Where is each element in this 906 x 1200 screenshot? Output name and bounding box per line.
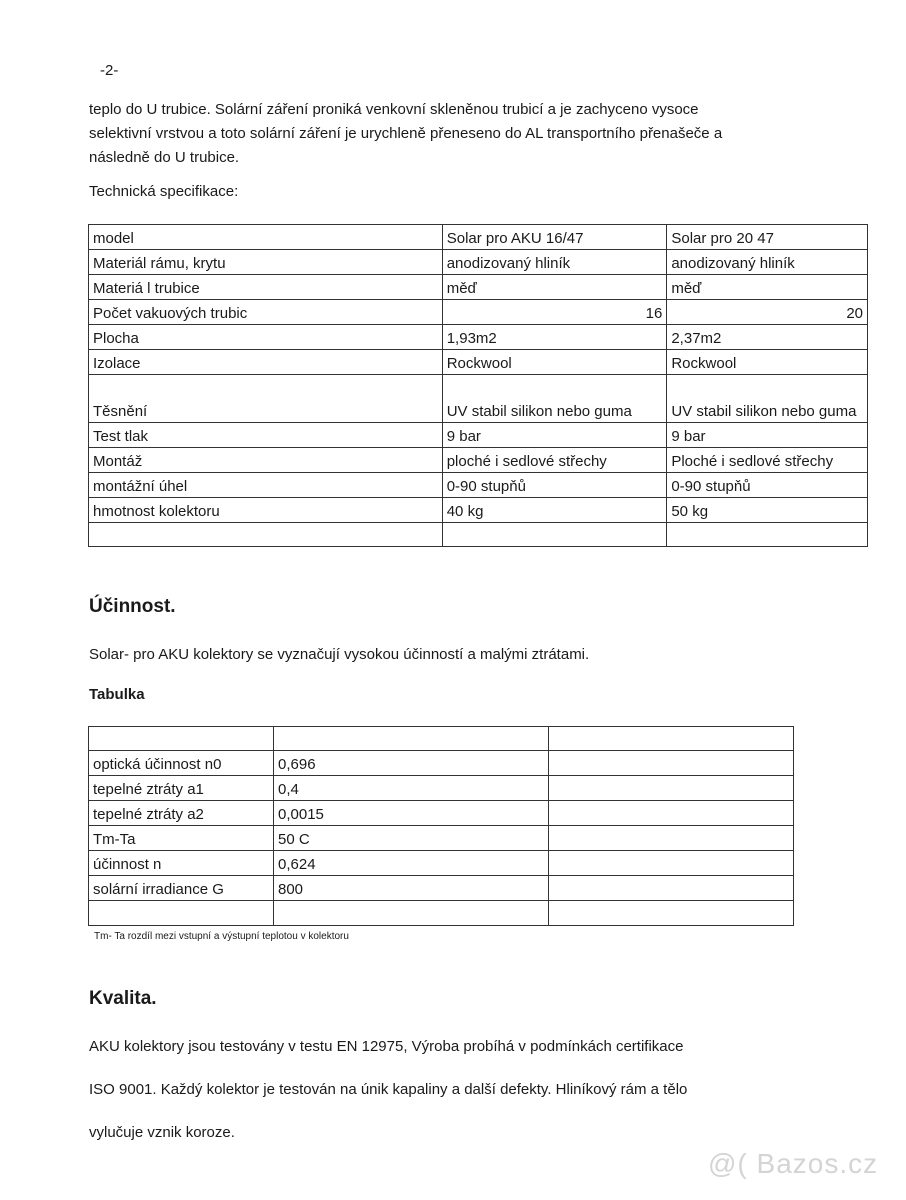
spec-value-pro20: Ploché i sedlové střechy: [667, 448, 868, 473]
spec-value-aku16: UV stabil silikon nebo guma: [442, 375, 667, 423]
eff-key: [89, 727, 274, 751]
spec-value-aku16: 0-90 stupňů: [442, 473, 667, 498]
spec-value-aku16: 40 kg: [442, 498, 667, 523]
eff-extra: [549, 727, 794, 751]
quality-line: vylučuje vznik koroze.: [89, 1124, 235, 1141]
spec-key: Plocha: [89, 325, 443, 350]
table-row: [89, 350, 868, 375]
spec-value-aku16: Solar pro AKU 16/47: [442, 225, 667, 250]
eff-value: 800: [274, 876, 549, 901]
efficiency-text: Solar- pro AKU kolektory se vyznačují vysokou účinností a malými ztrátami.: [89, 646, 590, 663]
eff-key: účinnost n: [89, 851, 274, 876]
eff-value: 0,624: [274, 851, 549, 876]
table-row: [89, 498, 868, 523]
quality-line: ISO 9001. Každý kolektor je testován na únik kapaliny a další defekty. Hliníkový rám a tělo: [89, 1081, 688, 1098]
table-row: [89, 375, 868, 423]
intro-line: selektivní vrstvou a toto solární záření je urychleně přeneseno do AL transportního přenašeče a: [89, 125, 723, 142]
spec-value-aku16: 16: [442, 300, 667, 325]
table-row: [89, 776, 794, 801]
eff-extra: [549, 776, 794, 801]
spec-value-pro20: UV stabil silikon nebo guma: [667, 375, 868, 423]
table-row: [89, 826, 794, 851]
eff-value: 0,4: [274, 776, 549, 801]
spec-value-pro20: měď: [667, 275, 868, 300]
table-row: [89, 423, 868, 448]
spec-value-pro20: anodizovaný hliník: [667, 250, 868, 275]
spec-key: model: [89, 225, 443, 250]
spec-key: Materiál rámu, krytu: [89, 250, 443, 275]
efficiency-heading: Účinnost.: [89, 596, 176, 617]
spec-value-aku16: [442, 523, 667, 547]
table-row: [89, 325, 868, 350]
spec-value-pro20: 0-90 stupňů: [667, 473, 868, 498]
table-row: [89, 727, 794, 751]
spec-key: Těsnění: [89, 375, 443, 423]
spec-value-pro20: [667, 523, 868, 547]
table-row: [89, 473, 868, 498]
spec-value-pro20: Solar pro 20 47: [667, 225, 868, 250]
table-row: [89, 275, 868, 300]
quality-heading: Kvalita.: [89, 988, 157, 1009]
spec-value-pro20: 9 bar: [667, 423, 868, 448]
table-row: [89, 448, 868, 473]
quality-line: AKU kolektory jsou testovány v testu EN 12975, Výroba probíhá v podmínkách certifikace: [89, 1038, 684, 1055]
eff-key: tepelné ztráty a2: [89, 801, 274, 826]
eff-extra: [549, 751, 794, 776]
eff-value: 0,696: [274, 751, 549, 776]
spec-label: Technická specifikace:: [89, 183, 239, 200]
page-number: -2-: [100, 62, 119, 79]
eff-extra: [549, 826, 794, 851]
spec-value-aku16: měď: [442, 275, 667, 300]
spec-value-aku16: 9 bar: [442, 423, 667, 448]
eff-key: [89, 901, 274, 926]
eff-key: solární irradiance G: [89, 876, 274, 901]
watermark: @( Bazos.cz: [708, 1148, 879, 1179]
intro-line: teplo do U trubice. Solární záření proniká venkovní skleněnou trubicí a je zachyceno vysoce: [89, 101, 699, 118]
intro-line: následně do U trubice.: [89, 149, 240, 166]
eff-key: tepelné ztráty a1: [89, 776, 274, 801]
efficiency-table: [88, 726, 794, 926]
spec-key: Montáž: [89, 448, 443, 473]
eff-value: 50 C: [274, 826, 549, 851]
table-row: [89, 851, 794, 876]
table-row: [89, 225, 868, 250]
spec-table: [88, 224, 868, 547]
eff-extra: [549, 851, 794, 876]
table-label: Tabulka: [89, 686, 145, 703]
spec-value-aku16: Rockwool: [442, 350, 667, 375]
spec-value-pro20: 20: [667, 300, 868, 325]
spec-value-aku16: ploché i sedlové střechy: [442, 448, 667, 473]
table-row: [89, 751, 794, 776]
spec-key: Test tlak: [89, 423, 443, 448]
eff-extra: [549, 801, 794, 826]
spec-value-aku16: 1,93m2: [442, 325, 667, 350]
spec-value-pro20: Rockwool: [667, 350, 868, 375]
eff-value: [274, 901, 549, 926]
table-row: [89, 901, 794, 926]
spec-key: Izolace: [89, 350, 443, 375]
intro-paragraph: [89, 98, 849, 170]
spec-key: hmotnost kolektoru: [89, 498, 443, 523]
table-row: [89, 523, 868, 547]
eff-key: optická účinnost n0: [89, 751, 274, 776]
eff-extra: [549, 901, 794, 926]
eff-value: [274, 727, 549, 751]
spec-key: Materiá l trubice: [89, 275, 443, 300]
spec-key: [89, 523, 443, 547]
spec-key: montážní úhel: [89, 473, 443, 498]
eff-extra: [549, 876, 794, 901]
spec-value-pro20: 2,37m2: [667, 325, 868, 350]
spec-value-aku16: anodizovaný hliník: [442, 250, 667, 275]
eff-key: Tm-Ta: [89, 826, 274, 851]
table-row: [89, 250, 868, 275]
spec-key: Počet vakuových trubic: [89, 300, 443, 325]
eff-value: 0,0015: [274, 801, 549, 826]
table-row: [89, 876, 794, 901]
table-row: [89, 300, 868, 325]
table-row: [89, 801, 794, 826]
footnote: Tm- Ta rozdíl mezi vstupní a výstupní teplotou v kolektoru: [94, 931, 349, 942]
spec-value-pro20: 50 kg: [667, 498, 868, 523]
